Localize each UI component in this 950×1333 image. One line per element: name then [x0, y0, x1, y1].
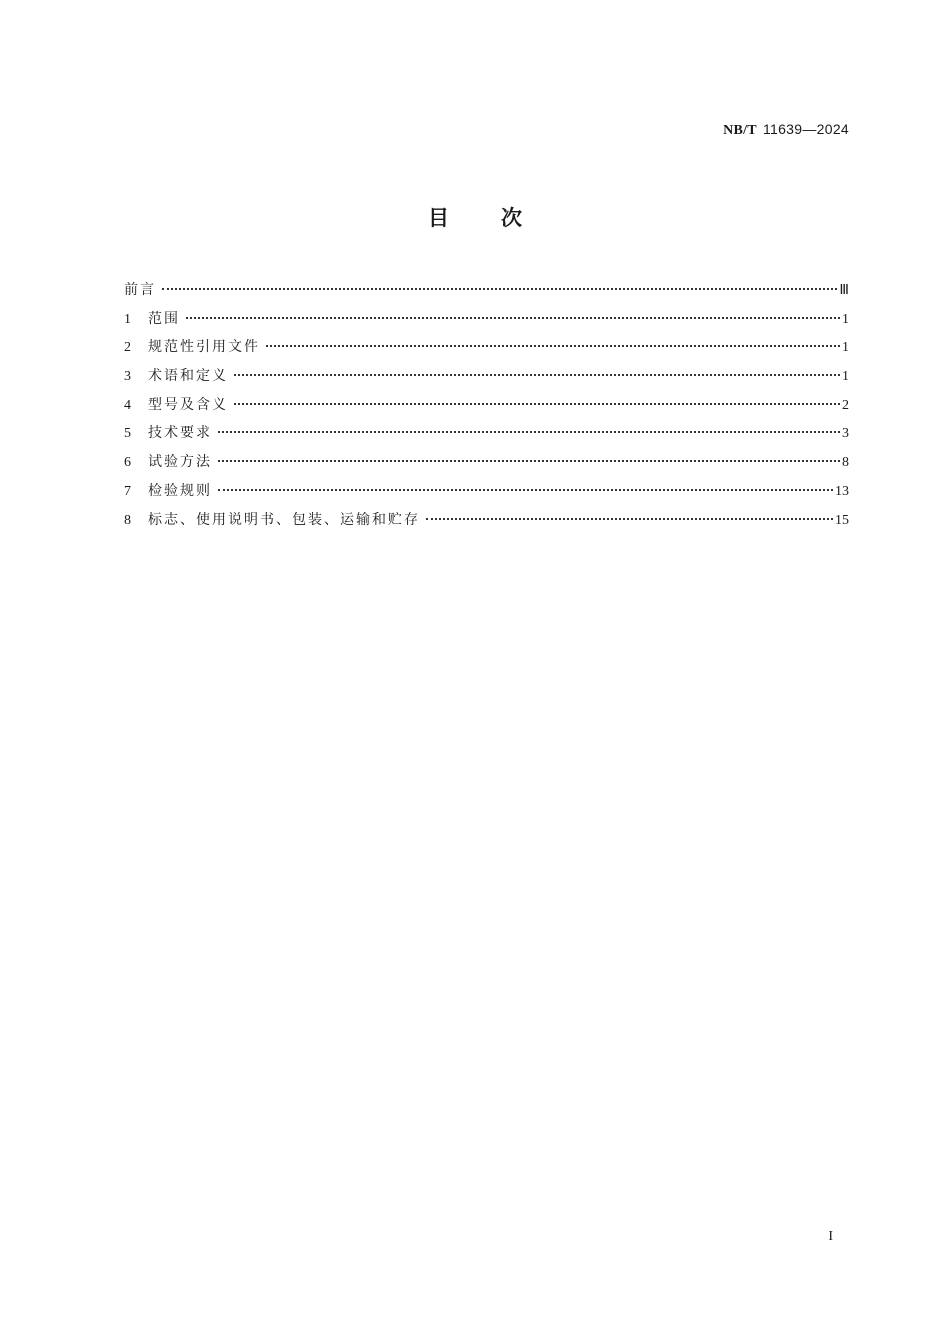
- standard-code-prefix: NB/T: [723, 123, 757, 138]
- toc-entry-number: 6: [124, 455, 131, 471]
- toc-entry-page: 1: [842, 369, 849, 385]
- toc-leader-dots: [186, 317, 840, 319]
- toc-entry-5[interactable]: [124, 422, 849, 451]
- toc-entry-number: 1: [124, 311, 131, 327]
- toc-list: [124, 279, 849, 537]
- toc-entry-7[interactable]: [124, 480, 849, 509]
- toc-entry-number: 8: [124, 512, 131, 528]
- toc-leader-dots: [162, 288, 837, 290]
- toc-leader-dots: [234, 403, 840, 405]
- toc-entry-label: 检验规则: [148, 482, 212, 499]
- toc-entry-3[interactable]: [124, 365, 849, 394]
- toc-entry-label: 规范性引用文件: [148, 339, 260, 356]
- toc-entry-number: 5: [124, 426, 131, 442]
- standard-code: [723, 121, 849, 139]
- toc-entry-number: 4: [124, 397, 131, 413]
- toc-entry-label: 术语和定义: [148, 368, 228, 385]
- toc-entry-4[interactable]: [124, 394, 849, 423]
- toc-entry-label: 前言: [124, 282, 156, 298]
- toc-entry-2[interactable]: [124, 336, 849, 365]
- toc-leader-dots: [266, 345, 840, 347]
- toc-leader-dots: [218, 489, 833, 491]
- toc-leader-dots: [218, 431, 840, 433]
- toc-leader-dots: [426, 518, 833, 520]
- toc-entry-page: 13: [835, 483, 849, 499]
- toc-entry-page: 8: [842, 455, 849, 471]
- toc-entry-page: 1: [842, 340, 849, 356]
- toc-entry-number: 2: [124, 340, 131, 356]
- page-number: I: [828, 1229, 833, 1244]
- toc-entry-page: 15: [835, 512, 849, 528]
- toc-entry-page: Ⅲ: [839, 283, 849, 298]
- toc-entry-label: 试验方法: [148, 454, 212, 471]
- toc-entry-label: 型号及含义: [148, 396, 228, 413]
- toc-entry-page: 3: [842, 426, 849, 442]
- toc-entry-number: 3: [124, 369, 131, 385]
- toc-entry-number: 7: [124, 483, 131, 499]
- toc-entry-8[interactable]: [124, 509, 849, 538]
- toc-entry-label: 标志、使用说明书、包装、运输和贮存: [148, 511, 420, 528]
- toc-leader-dots: [234, 374, 840, 376]
- toc-entry-label: 范围: [148, 310, 180, 327]
- toc-entry-label: 技术要求: [148, 425, 212, 442]
- toc-entry-foreword[interactable]: [124, 279, 849, 308]
- toc-title: 目次: [428, 206, 574, 230]
- toc-leader-dots: [218, 460, 840, 462]
- toc-entry-1[interactable]: [124, 308, 849, 337]
- standard-code-number: 11639—2024: [762, 121, 849, 137]
- toc-entry-page: 1: [842, 311, 849, 327]
- toc-entry-6[interactable]: [124, 451, 849, 480]
- toc-entry-page: 2: [842, 397, 849, 413]
